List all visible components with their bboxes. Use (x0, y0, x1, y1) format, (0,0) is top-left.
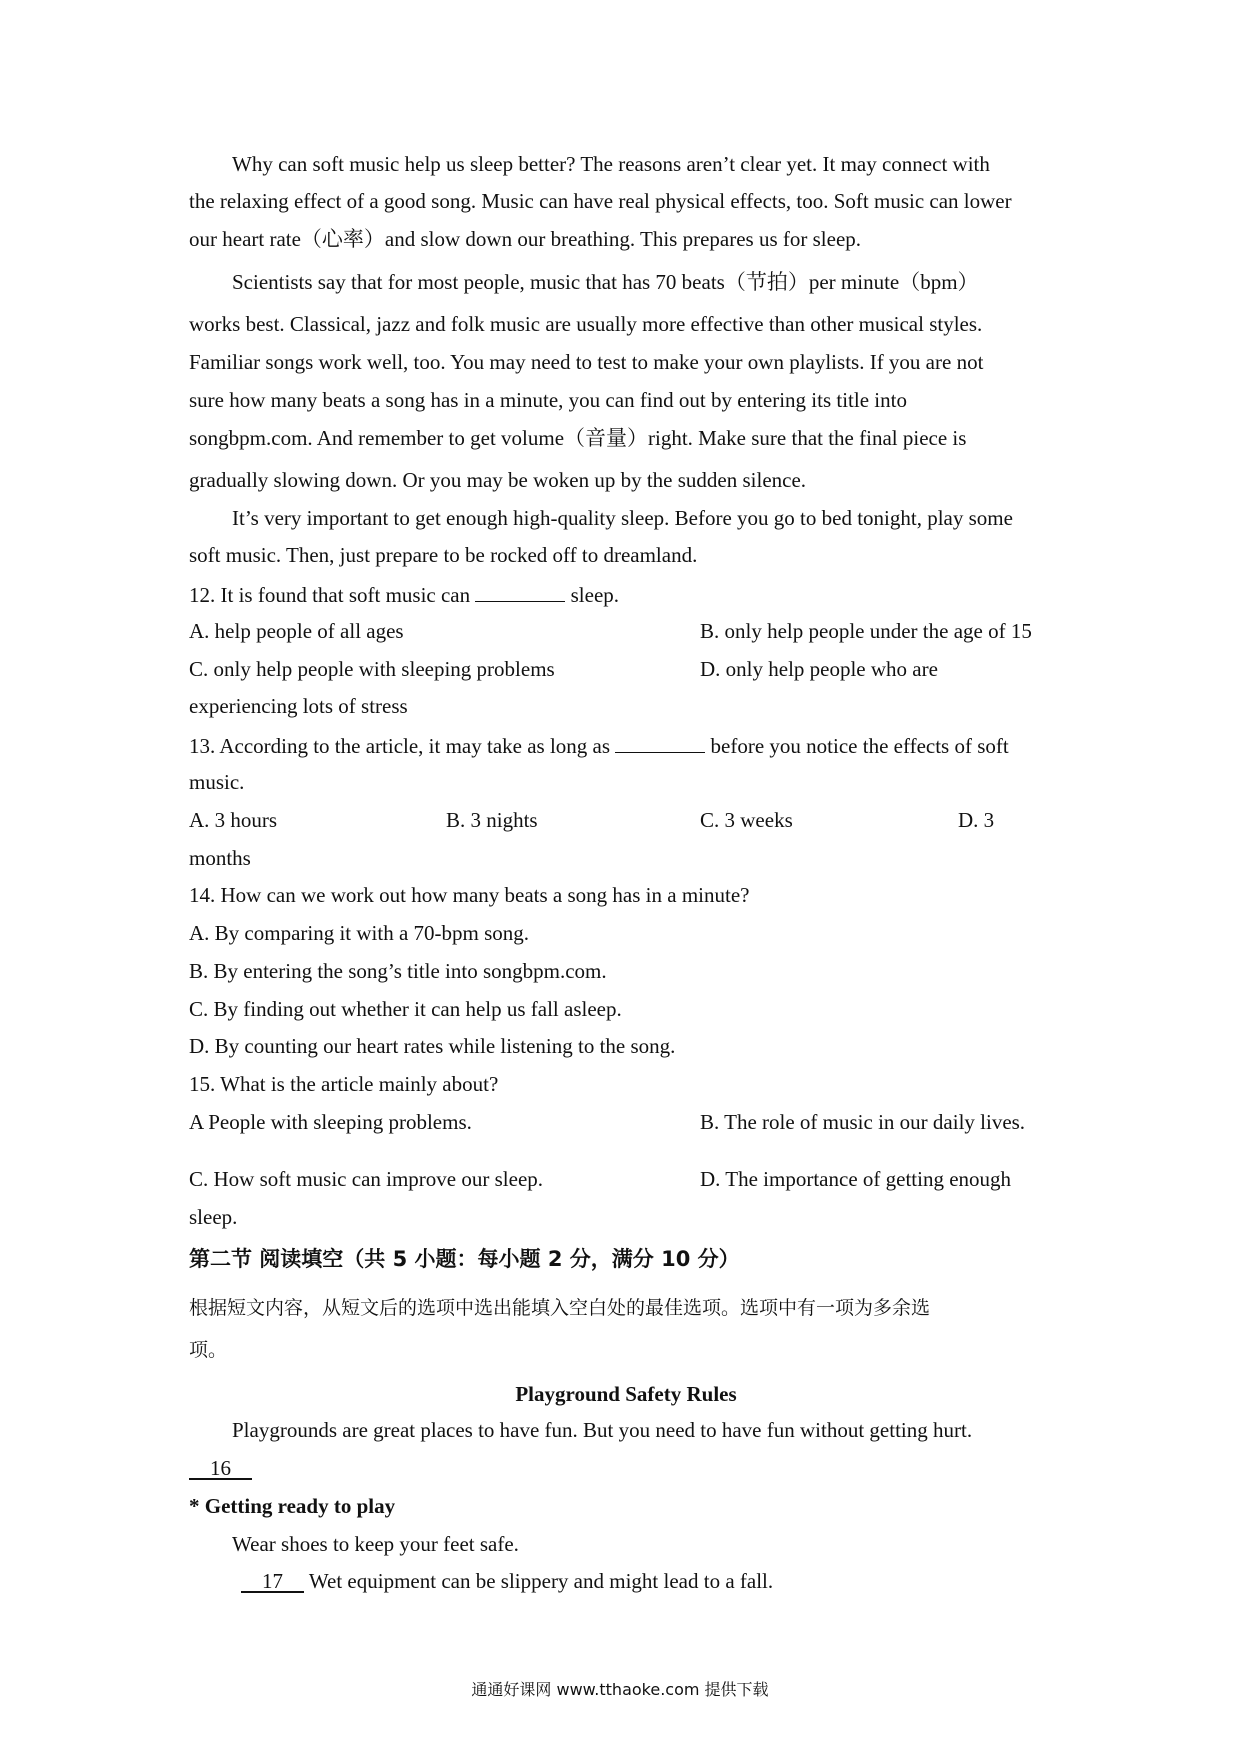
question-13-option-b: B. 3 nights (446, 808, 538, 832)
passage-p2-line4: sure how many beats a song has in a minute, you can find out by entering its title into (189, 388, 907, 412)
subheading: * Getting ready to play (189, 1494, 396, 1518)
question-13-option-d-cont: months (189, 846, 251, 870)
blank-17-pad-right (283, 1569, 304, 1593)
question-13-option-c: C. 3 weeks (700, 808, 793, 832)
passage-p3-line2: soft music. Then, just prepare to be rocked off to dreamland. (189, 543, 698, 567)
question-14-option-a: A. By comparing it with a 70-bpm song. (189, 921, 530, 945)
answer-blank (475, 583, 565, 602)
page-footer: 通通好课网 www.tthaoke.com 提供下载 (471, 1680, 769, 1699)
passage-title: Playground Safety Rules (515, 1382, 737, 1406)
question-13-stem (189, 734, 1009, 757)
question-12-stem-before: 12. It is found that soft music can (189, 583, 471, 607)
section-instructions-line2: 项。 (189, 1339, 228, 1361)
question-14-option-b: B. By entering the song’s title into songbpm.com. (189, 959, 607, 983)
blank-16-number: 16 (210, 1456, 231, 1480)
passage-p2-line5: songbpm.com. And remember to get volume（音量）right. Make sure that the final piece is (189, 426, 967, 450)
section-instructions-line1: 根据短文内容，从短文后的选项中选出能填入空白处的最佳选项。选项中有一项为多余选 (189, 1297, 931, 1319)
passage-p2-line1: Scientists say that for most people, music that has 70 beats（节拍）per minute（bpm） (232, 270, 979, 294)
blank-17-pad-left (241, 1569, 262, 1593)
question-12-option-b: B. only help people under the age of 15 (700, 619, 1032, 643)
question-12-option-c: C. only help people with sleeping problems (189, 657, 555, 681)
question-15-option-c: C. How soft music can improve our sleep. (189, 1167, 544, 1191)
blank-16-pad-left (189, 1456, 210, 1480)
blank-16 (189, 1458, 252, 1479)
passage-p2-line3: Familiar songs work well, too. You may need to test to make your own playlists. If you are not (189, 350, 984, 374)
passage-p2-line6: gradually slowing down. Or you may be woken up by the sudden silence. (189, 468, 807, 492)
question-13-stem-after: before you notice the effects of soft (710, 734, 1009, 758)
passage-p2-line2: works best. Classical, jazz and folk music are usually more effective than other musical styles. (189, 312, 983, 336)
question-12-option-d-cont: experiencing lots of stress (189, 694, 408, 718)
question-13-stem-cont: music. (189, 770, 245, 794)
question-15-option-d: D. The importance of getting enough (700, 1167, 1012, 1191)
question-14-option-c: C. By finding out whether it can help us fall asleep. (189, 997, 622, 1021)
passage-p1-line1: Why can soft music help us sleep better? The reasons aren’t clear yet. It may connect with (232, 152, 990, 176)
wet-equipment-text: Wet equipment can be slippery and might lead to a fall. (308, 1569, 774, 1593)
passage-p1-line3: our heart rate（心率）and slow down our breathing. This prepares us for sleep. (189, 227, 862, 251)
passage-intro: Playgrounds are great places to have fun. But you need to have fun without getting hurt. (232, 1418, 973, 1442)
question-12-option-a: A. help people of all ages (189, 619, 404, 643)
question-14-stem: 14. How can we work out how many beats a song has in a minute? (189, 883, 750, 907)
question-12-option-d: D. only help people who are (700, 657, 938, 681)
question-14-option-d: D. By counting our heart rates while listening to the song. (189, 1034, 676, 1058)
question-13-option-d: D. 3 (958, 808, 995, 832)
answer-blank (615, 734, 705, 753)
question-12-stem-after: sleep. (570, 583, 620, 607)
blank-16-pad-right (231, 1456, 252, 1480)
question-15-option-b: B. The role of music in our daily lives. (700, 1110, 1026, 1134)
blank-17-number: 17 (262, 1569, 283, 1593)
question-13-option-a: A. 3 hours (189, 808, 278, 832)
passage-p1-line2: the relaxing effect of a good song. Music can have real physical effects, too. Soft music can lower (189, 189, 1012, 213)
question-15-option-d-cont: sleep. (189, 1205, 238, 1229)
passage-p3-line1: It’s very important to get enough high-quality sleep. Before you go to bed tonight, play some (232, 506, 1013, 530)
question-12-stem (189, 583, 619, 606)
wear-shoes-line: Wear shoes to keep your feet safe. (232, 1532, 519, 1556)
section-heading: 第二节 阅读填空（共 5 小题：每小题 2 分，满分 10 分） (189, 1247, 740, 1271)
question-15-stem: 15. What is the article mainly about? (189, 1072, 499, 1096)
question-13-stem-before: 13. According to the article, it may take as long as (189, 734, 611, 758)
blank-17-line (241, 1571, 773, 1592)
question-15-option-a: A People with sleeping problems. (189, 1110, 472, 1134)
